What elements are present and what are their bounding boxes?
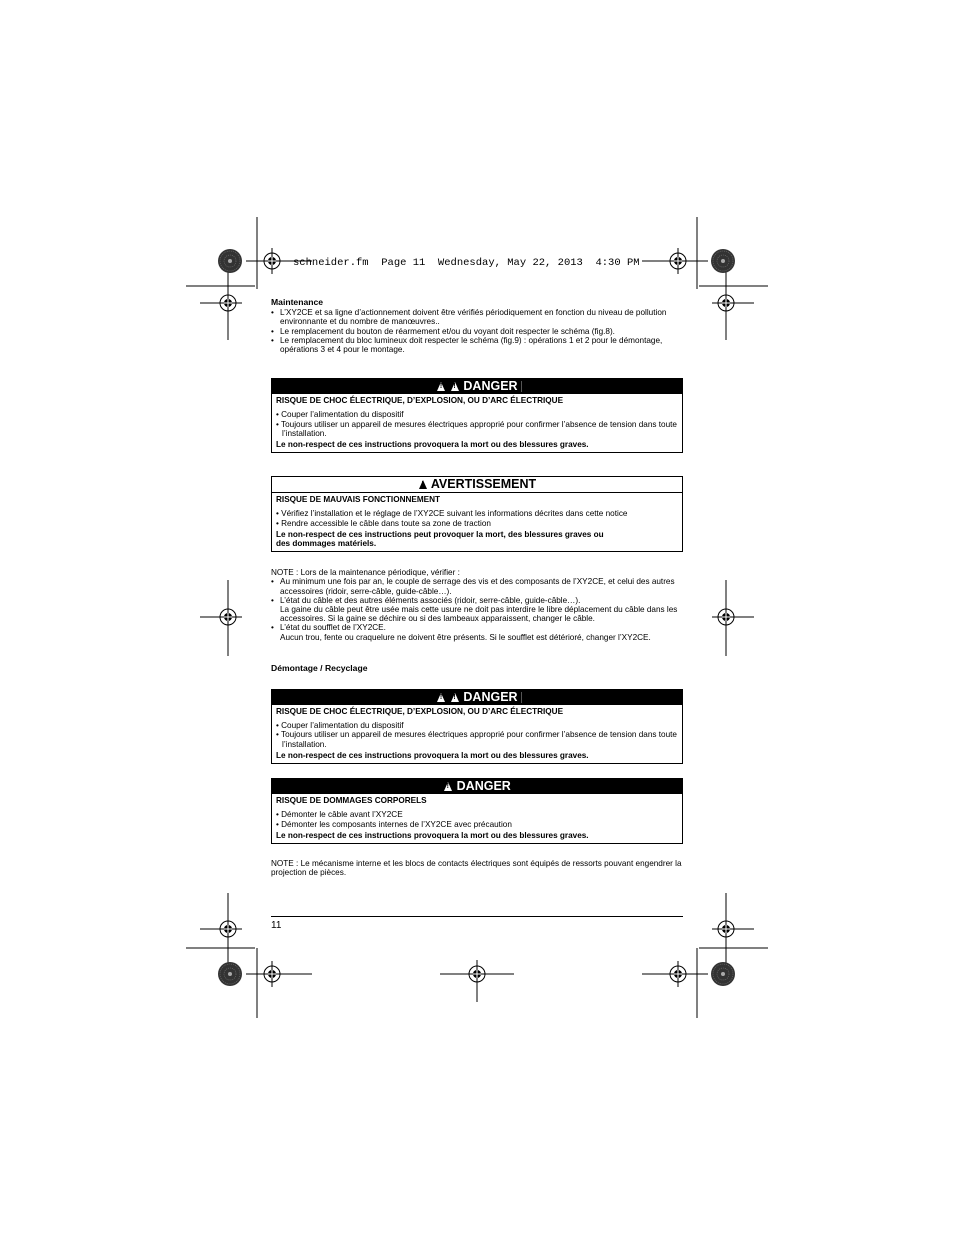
risk-title: RISQUE DE CHOC ÉLECTRIQUE, D’EXPLOSION, OU D’ARC ÉLECTRIQUE xyxy=(276,396,564,406)
page-content xyxy=(271,298,683,877)
list-item: • Vérifiez l’installation et le réglage de l’XY2CE suivant les informations décrites dans cette notice xyxy=(276,509,628,519)
risk-title: RISQUE DE MAUVAIS FONCTIONNEMENT xyxy=(276,495,441,505)
list-item: • Toujours utiliser un appareil de mesures électriques approprié pour confirmer l’absence de tension dans toute l’installation. xyxy=(276,419,677,438)
recycling-heading: Démontage / Recyclage xyxy=(271,662,368,673)
note-intro: NOTE : Lors de la maintenance périodique, vérifier : xyxy=(271,568,460,578)
maintenance-list xyxy=(271,308,683,354)
list-item: • L’XY2CE et sa ligne d’actionnement doivent être vérifiés périodiquement en fonction du niveau de pollution environnante et du nombre de manœuvres.. xyxy=(271,308,683,326)
list-item: • Couper l’alimentation du dispositif xyxy=(276,721,404,731)
avertissement-label: AVERTISSEMENT xyxy=(430,477,537,492)
warning-triangle-icon xyxy=(451,693,459,702)
warning-triangle-icon xyxy=(444,782,452,791)
list-item: • Le remplacement du bloc lumineux doit respecter le schéma (fig.9) : opérations 1 et 2 pour le démontage, opérations 3 et 4 pour le montage. xyxy=(271,336,683,354)
consequence-text: Le non-respect de ces instructions provoquera la mort ou des blessures graves. xyxy=(276,830,589,840)
danger-label: DANGER xyxy=(463,379,518,394)
danger-box-electric xyxy=(271,378,683,453)
list-item: • Le remplacement du bouton de réarmement et/ou du voyant doit respecter le schéma (fig.8). xyxy=(271,327,683,336)
danger-label: DANGER xyxy=(456,779,511,794)
danger-bar xyxy=(272,379,682,394)
danger-box-injury xyxy=(271,778,683,844)
consequence-text: Le non-respect de ces instructions peut provoquer la mort, des blessures graves ou des dommages matériels. xyxy=(276,529,604,549)
list-item: • L’état du câble et des autres éléments associés (ridoir, serre-câble, guide-câble…). La gaine du câble peut être usée mais cette usure ne doit pas interdire le libre déplacement du câble dans les accessoires. Si la gaine se déchire ou si des lambeaux apparaissent, changer le câble. xyxy=(271,596,683,624)
footer-rule xyxy=(271,916,683,917)
recycling-note: NOTE : Le mécanisme interne et les blocs de contacts électriques sont équipés de ressorts pouvant engendrer la projection de pièces. xyxy=(271,858,682,878)
consequence-text: Le non-respect de ces instructions provoquera la mort ou des blessures graves. xyxy=(276,440,589,450)
maintenance-heading: Maintenance xyxy=(271,297,324,307)
warning-triangle-icon xyxy=(419,480,427,489)
list-item: • Rendre accessible le câble dans toute sa zone de traction xyxy=(276,518,491,528)
warning-triangle-icon xyxy=(437,382,445,391)
risk-title: RISQUE DE CHOC ÉLECTRIQUE, D’EXPLOSION, OU D’ARC ÉLECTRIQUE xyxy=(276,707,564,717)
warning-triangle-icon xyxy=(451,382,459,391)
list-item: • Démonter les composants internes de l’XY2CE avec précaution xyxy=(276,819,512,829)
avertissement-bar xyxy=(272,477,682,493)
danger-bar xyxy=(272,779,682,794)
file-header: schneider.fm Page 11 Wednesday, May 22, 2013 4:30 PM xyxy=(293,257,640,269)
warning-triangle-icon xyxy=(437,693,445,702)
danger-bar xyxy=(272,690,682,705)
danger-label: DANGER xyxy=(463,690,518,705)
risk-title: RISQUE DE DOMMAGES CORPORELS xyxy=(276,796,427,806)
consequence-text: Le non-respect de ces instructions provoquera la mort ou des blessures graves. xyxy=(276,750,589,760)
warning-box-malfunction xyxy=(271,476,683,552)
list-item: • Couper l’alimentation du dispositif xyxy=(276,410,404,420)
maintenance-note xyxy=(271,568,683,642)
list-item: • Démonter le câble avant l’XY2CE xyxy=(276,810,403,820)
list-item: • Toujours utiliser un appareil de mesures électriques approprié pour confirmer l’absence de tension dans toute l’installation. xyxy=(276,730,677,749)
list-item: • Au minimum une fois par an, le couple de serrage des vis et des composants de l’XY2CE, et celui des autres accessoires (ridoir, serre-câble, guide-câble…). xyxy=(271,577,683,595)
list-item: • L’état du soufflet de l’XY2CE. Aucun trou, fente ou craquelure ne doivent être présents. Si le soufflet est détérioré, changer l’XY2CE. xyxy=(271,623,683,641)
page-number: 11 xyxy=(271,920,282,931)
danger-box-electric-2 xyxy=(271,689,683,764)
